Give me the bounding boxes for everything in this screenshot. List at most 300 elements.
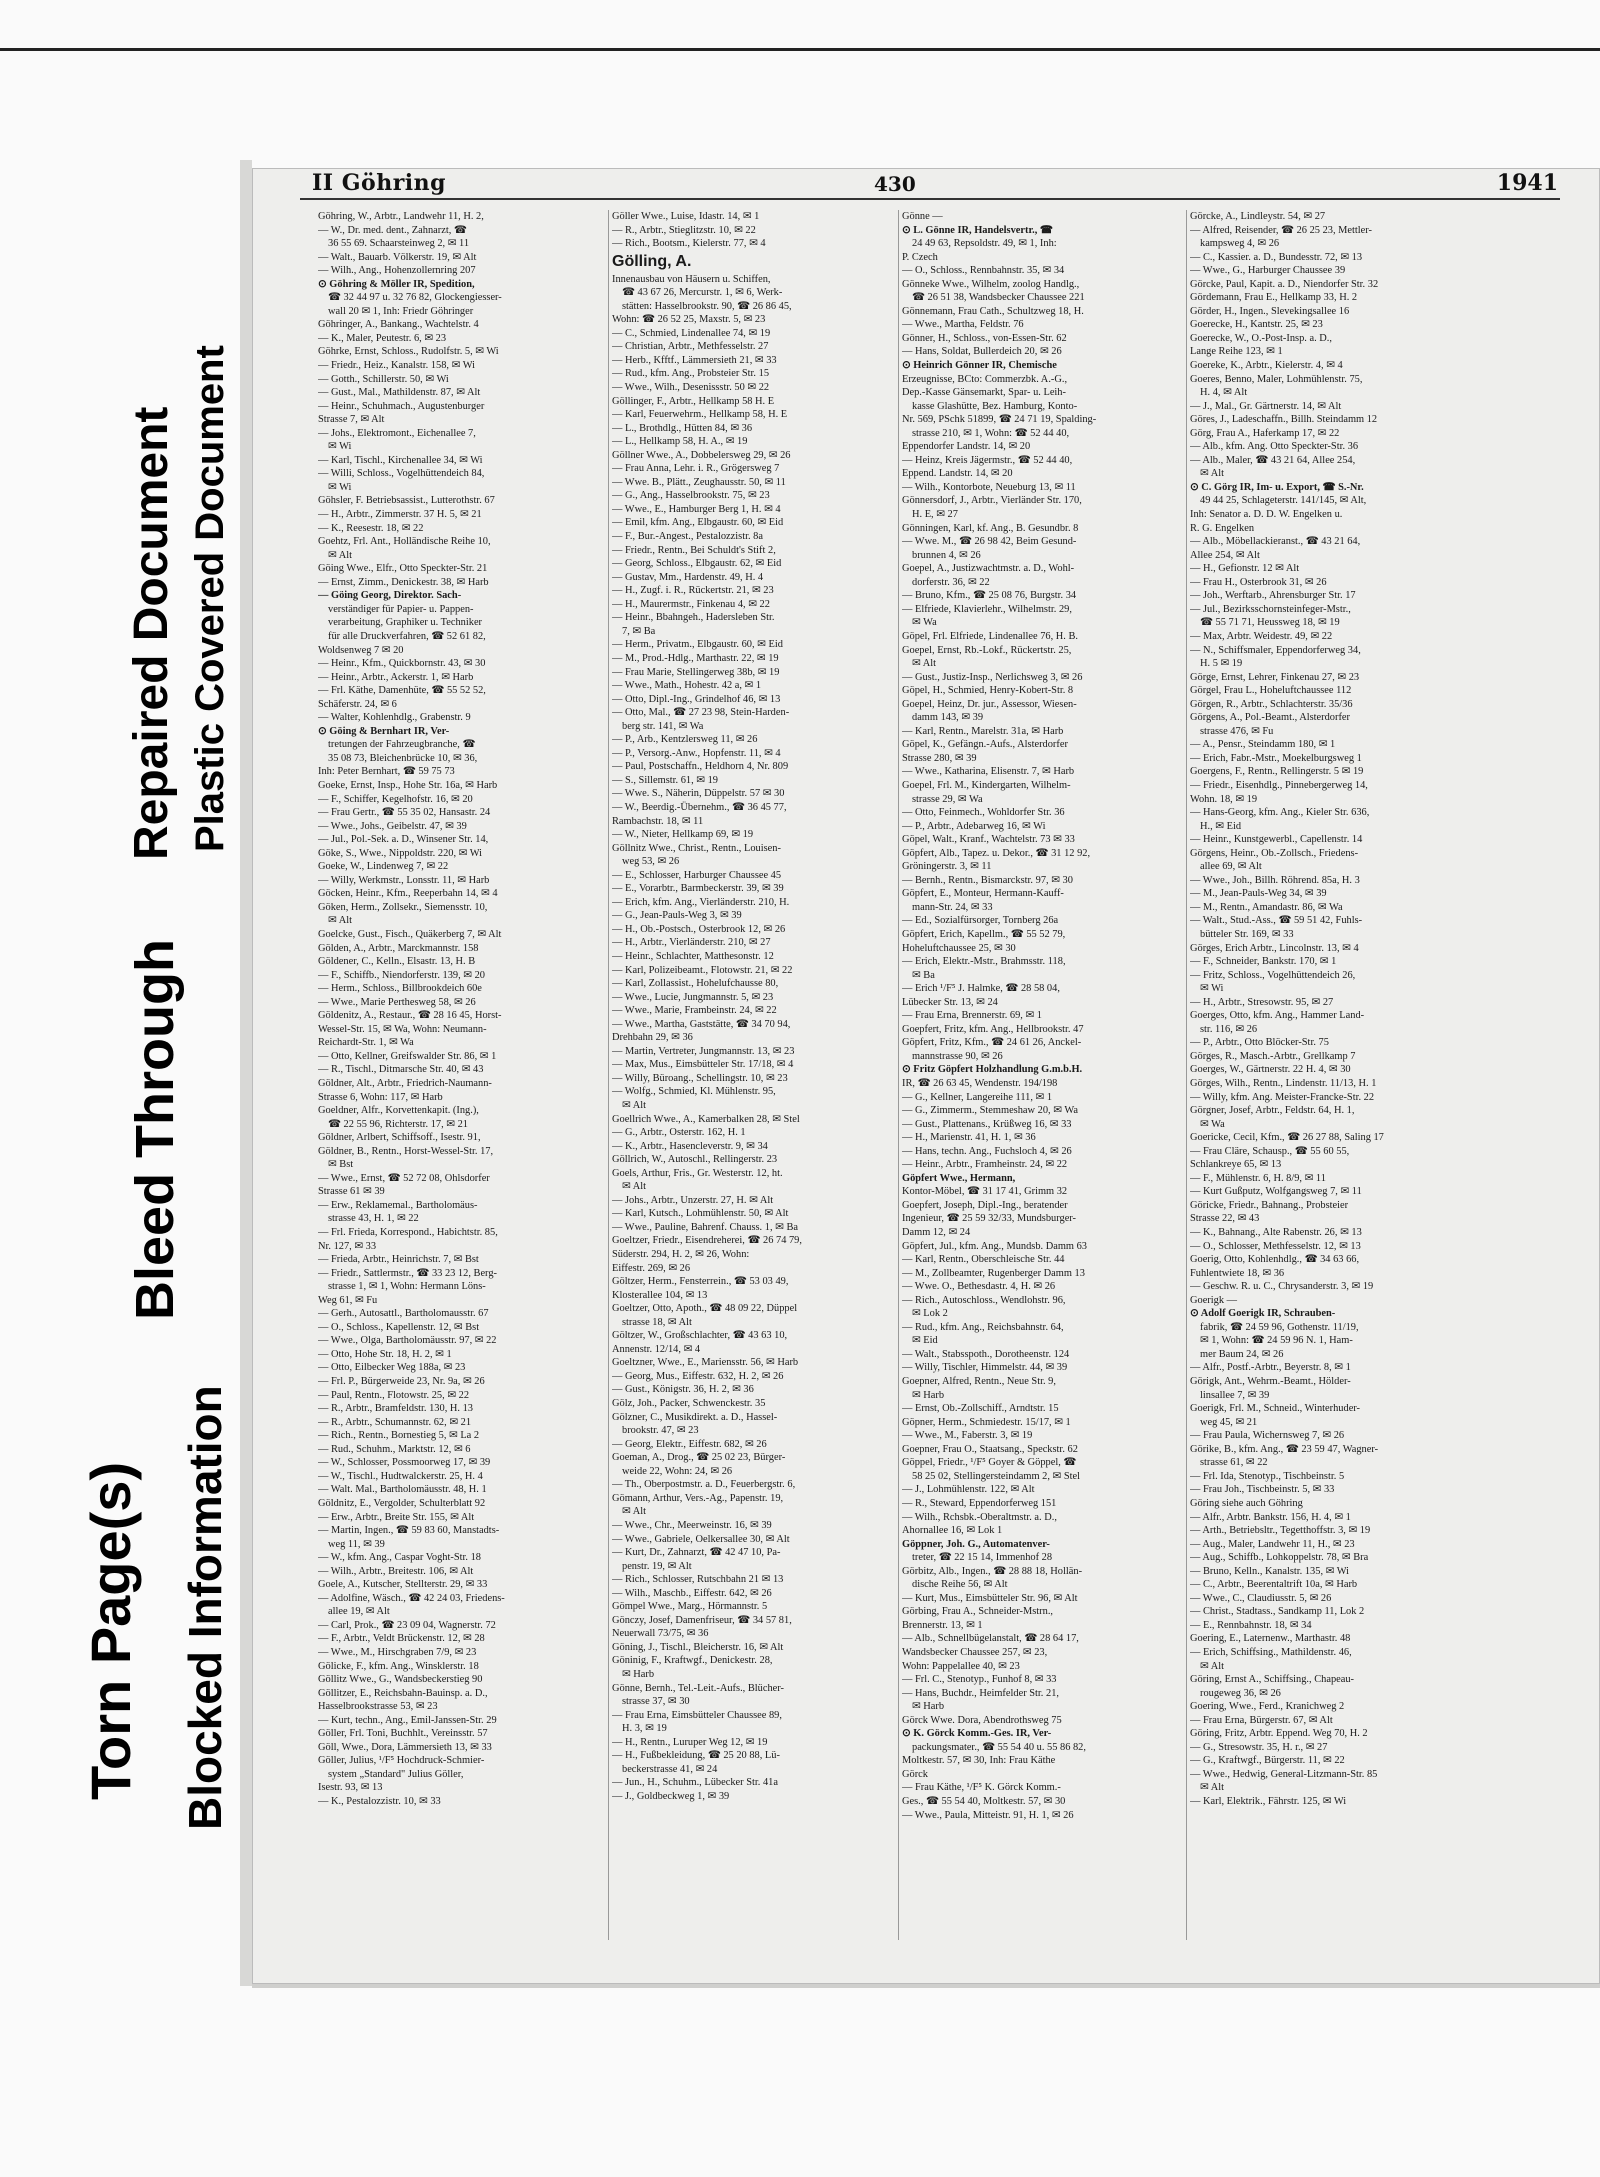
directory-entry-line: Göltzer, W., Großschlachter, ☎ 43 63 10,: [612, 1330, 788, 1342]
directory-entry-line: — Th., Oberpostmstr. a. D., Feuerbergstr. 6,: [612, 1479, 796, 1491]
directory-entry-line: — Bruno, Kelln., Kanalstr. 135, ✉ Wi: [1190, 1565, 1350, 1577]
directory-entry-line: Brennerstr. 13, ✉ 1: [902, 1619, 983, 1631]
directory-entry-line: Gönner, H., Schloss., von-Essen-Str. 62: [902, 332, 1067, 344]
directory-entry-line: — Frau H., Osterbrook 31, ✉ 26: [1190, 576, 1327, 588]
directory-entry-line: — Wwe., Hedwig, General-Litzmann-Str. 85: [1190, 1768, 1378, 1780]
directory-entry-line: Göpfert, Alb., Tapez. u. Dekor., ☎ 31 12 92,: [902, 847, 1091, 859]
directory-entry-line: Gölz, Joh., Packer, Schwenckestr. 35: [612, 1398, 766, 1410]
directory-entry-line: Göring, Ernst A., Schiffsing., Chapeau-: [1190, 1674, 1355, 1686]
directory-entry-line: ✉ Wa: [912, 617, 937, 629]
directory-entry-line: system „Standard" Julius Göller,: [328, 1768, 464, 1780]
directory-entry-line: Goepner, Frau O., Staatsang., Speckstr. 62: [902, 1443, 1078, 1455]
directory-entry-line: Göhringer, A., Bankang., Wachtelstr. 4: [318, 319, 479, 331]
header-rule: [300, 198, 1560, 200]
directory-entry-line: — Gust., Justiz-Insp., Nerlichsweg 3, ✉ 26: [902, 671, 1083, 683]
directory-entry-line: Goerigk —: [1190, 1294, 1238, 1306]
directory-entry-line: — J., Lohmühlenstr. 122, ✉ Alt: [902, 1484, 1035, 1496]
directory-entry-line: — R., Tischl., Ditmarsche Str. 40, ✉ 43: [318, 1064, 484, 1076]
directory-entry-line: Görge, Ernst, Lehrer, Finkenau 27, ✉ 23: [1190, 671, 1360, 683]
directory-entry-line: mannstrasse 90, ✉ 26: [912, 1050, 1003, 1062]
directory-entry-line: — Carl, Prok., ☎ 23 09 04, Wagnerstr. 72: [318, 1619, 496, 1631]
directory-entry-line: ✉ Alt: [912, 658, 937, 670]
directory-entry-line: — Martin, Ingen., ☎ 59 83 60, Manstadts-: [318, 1525, 500, 1537]
directory-entry-line: — Wwe., Math., Hohestr. 42 a, ✉ 1: [612, 680, 762, 692]
directory-entry-line: — W., Schlosser, Possmoorweg 17, ✉ 39: [318, 1457, 491, 1469]
directory-entry-line: Goellrich Wwe., A., Kamerbalken 28, ✉ Stel: [612, 1113, 800, 1125]
directory-entry-line: — P., Arbtr., Otto Blöcker-Str. 75: [1190, 1037, 1329, 1049]
directory-entry-line: Göpfert, Jul., kfm. Ang., Mundsb. Damm 63: [902, 1240, 1088, 1252]
directory-entry-line: Görbitz, Alb., Ingen., ☎ 28 88 18, Hollän-: [902, 1565, 1083, 1577]
directory-entry-line: — Frl. P., Bürgerweide 23, Nr. 9a, ✉ 26: [318, 1376, 485, 1388]
directory-entry-line: — O., Schloss., Rennbahnstr. 35, ✉ 34: [902, 265, 1065, 277]
directory-entry-line: — Aug., Schiffb., Lohkoppelstr. 78, ✉ Bra: [1190, 1552, 1369, 1564]
directory-entry-line: Goerges, W., Gärtnerstr. 22 H. 4, ✉ 30: [1190, 1064, 1351, 1076]
directory-entry-line: — G., Jean-Pauls-Weg 3, ✉ 39: [612, 910, 742, 922]
directory-entry-line: — Alb., Schnellbügelanstalt, ☎ 28 64 17,: [902, 1633, 1079, 1645]
directory-entry-line: — J., Goldbeckweg 1, ✉ 39: [612, 1790, 730, 1802]
directory-entry-line: — Wwe., Olga, Bartholomäusstr. 97, ✉ 22: [318, 1335, 497, 1347]
directory-entry-line: Görgner, Josef, Arbtr., Feldstr. 64, H. 1,: [1190, 1105, 1355, 1117]
directory-entry-line: Görges, Wilh., Rentn., Lindenstr. 11/13, H. 1: [1190, 1078, 1377, 1089]
directory-entry-line: Eppendorfer Landstr. 14, ✉ 20: [902, 441, 1031, 453]
directory-entry-line: — Hans-Georg, kfm. Ang., Kieler Str. 636,: [1190, 807, 1370, 819]
directory-entry-line: Gönnersdorf, J., Arbtr., Vierländer Str. 170,: [902, 495, 1082, 507]
directory-entry-line: — F., Schiffb., Niendorferstr. 139, ✉ 20: [318, 969, 485, 981]
directory-entry-line: — F., Schiffer, Kegelhofstr. 16, ✉ 20: [318, 793, 473, 805]
directory-entry-line: 35 08 73, Bleichenbrücke 10, ✉ 36,: [328, 752, 478, 764]
directory-entry-line: — Wwe., Marie, Frambeinstr. 24, ✉ 22: [612, 1005, 777, 1017]
directory-entry-line: ✉ Ba: [912, 969, 935, 981]
directory-entry-line: Göing Wwe., Elfr., Otto Speckter-Str. 21: [318, 563, 488, 575]
directory-entry-line: Göldenitz, A., Restaur., ☎ 28 16 45, Horst-: [318, 1010, 502, 1022]
directory-entry-line: — Wwe., Katharina, Elisenstr. 7, ✉ Harb: [902, 766, 1075, 778]
directory-entry-line: — Joh., Werftarb., Ahrensburger Str. 17: [1190, 590, 1356, 602]
directory-entry-line: — Wwe., M., Faberstr. 3, ✉ 19: [902, 1430, 1033, 1442]
directory-entry-line: — H., Arbtr., Stresowstr. 95, ✉ 27: [1190, 996, 1334, 1008]
directory-entry-line: strasse 29, ✉ Wa: [912, 793, 983, 805]
directory-entry-line: — Heinr., Schuhmach., Augustenburger: [318, 400, 485, 412]
directory-entry-line: — G., Stresowstr. 35, H. r., ✉ 27: [1190, 1741, 1328, 1753]
directory-entry-line: strasse 43, H. 1, ✉ 22: [328, 1213, 419, 1225]
directory-entry-line: Görcke, Paul, Kapit. a. D., Niendorfer Str. 32: [1190, 278, 1379, 290]
directory-entry-line: — F., Arbtr., Veldt Brückenstr. 12, ✉ 28: [318, 1633, 485, 1645]
directory-entry-line: Göninig, F., Kraftwgf., Denickestr. 28,: [612, 1655, 773, 1667]
directory-entry-line: Goerig, Otto, Kohlenhdlg., ☎ 34 63 66,: [1190, 1254, 1360, 1266]
directory-entry-line: — Wwe., Lucie, Jungmannstr. 5, ✉ 23: [612, 991, 774, 1003]
directory-entry-line: Goeldner, Alfr., Korvettenkapit. (Ing.),: [318, 1105, 479, 1117]
directory-entry-line: ⊙ Göing & Bernhart IR, Ver-: [318, 725, 450, 737]
directory-entry-line: — M., Zollbeamter, Rugenberger Damm 13: [902, 1267, 1085, 1279]
directory-entry-line: Göller, Frl. Toni, Buchhlt., Vereinsstr. 57: [318, 1728, 488, 1740]
directory-entry-line: — Wwe., C., Claudiusstr. 5, ✉ 26: [1190, 1592, 1332, 1604]
directory-entry-line: damm 143, ✉ 39: [912, 712, 984, 724]
plastic-covered-document-label: Plastic Covered Document: [188, 345, 232, 852]
directory-column-2: [612, 210, 896, 1942]
directory-entry-line: Görgen, R., Arbtr., Schlachterstr. 35/36: [1190, 698, 1353, 710]
directory-entry-line: Inh: Peter Bernhart, ☎ 59 75 73: [318, 766, 455, 778]
directory-entry-line: — Rich., Schlosser, Rutschbahn 21 ✉ 13: [612, 1574, 784, 1586]
directory-entry-line: ✉ Alt: [622, 1181, 647, 1193]
directory-entry-line: — Friedr., Rentn., Bei Schuldt's Stift 2,: [612, 544, 776, 556]
directory-entry-line: — Alb., kfm. Ang. Otto Speckter-Str. 36: [1190, 441, 1359, 453]
directory-entry-line: — Erich ¹/F⁵ J. Halmke, ☎ 28 58 04,: [902, 983, 1060, 995]
directory-entry-line: Neuerwall 73/75, ✉ 36: [612, 1628, 709, 1640]
directory-entry-line: — Kurt, Dr., Zahnarzt, ☎ 42 47 10, Pa-: [612, 1547, 781, 1559]
directory-entry-line: — J., Mal., Gr. Gärtnerstr. 14, ✉ Alt: [1190, 400, 1342, 412]
directory-entry-line: Goepel, Frl. M., Kindergarten, Wilhelm-: [902, 779, 1071, 791]
directory-entry-line: Görgens, A., Pol.-Beamt., Alsterdorfer: [1190, 712, 1350, 724]
directory-entry-line: linsallee 7, ✉ 39: [1200, 1389, 1270, 1401]
directory-entry-line: — F., Schneider, Bankstr. 170, ✉ 1: [1190, 956, 1337, 968]
directory-entry-line: — Willy, Tischler, Himmelstr. 44, ✉ 39: [902, 1362, 1068, 1374]
directory-entry-line: Görgel, Frau L., Hoheluftchaussee 112: [1190, 685, 1352, 697]
directory-entry-line: Goeltzer, Friedr., Eisendreherei, ☎ 26 74 79,: [612, 1235, 802, 1247]
directory-entry-line: — Paul, Postschaffn., Heldhorn 4, Nr. 809: [612, 761, 789, 773]
directory-entry-line: — Hans, Soldat, Bullerdeich 20, ✉ 26: [902, 346, 1062, 358]
directory-entry-line: Görg, Frau A., Haferkamp 17, ✉ 22: [1190, 427, 1340, 439]
directory-entry-line: Göcken, Heinr., Kfm., Reeperbahn 14, ✉ 4: [318, 888, 498, 900]
directory-entry-line: Rambachstr. 18, ✉ 11: [612, 815, 704, 827]
directory-entry-line: Goerecke, H., Kantstr. 25, ✉ 23: [1190, 319, 1323, 331]
directory-entry-line: — Wwe., Joh., Billh. Röhrend. 85a, H. 3: [1190, 874, 1360, 886]
directory-entry-line: — Wwe., Johs., Geibelstr. 47, ✉ 39: [318, 820, 467, 832]
directory-entry-line: — Otto, Eilbecker Weg 188a, ✉ 23: [318, 1362, 466, 1374]
directory-entry-line: fabrik, ☎ 24 59 96, Gothenstr. 11/19,: [1200, 1321, 1359, 1333]
directory-entry-line: H. 5 ✉ 19: [1200, 658, 1243, 670]
directory-entry-line: — C., Schmied, Lindenallee 74, ✉ 19: [612, 327, 771, 339]
directory-entry-line: mer Baum 24, ✉ 26: [1200, 1348, 1284, 1360]
directory-entry-line: — Karl, Elektrik., Fährstr. 125, ✉ Wi: [1190, 1795, 1347, 1807]
blocked-information-label: Blocked Information: [179, 1385, 231, 1830]
directory-entry-line: — Frl. C., Stenotyp., Funhof 8, ✉ 33: [902, 1674, 1057, 1686]
directory-entry-line: — Frau Käthe, ¹/F⁵ K. Görck Komm.-: [902, 1782, 1061, 1794]
directory-entry-line: weg 11, ✉ 39: [328, 1538, 385, 1550]
directory-entry-line: — Kurt, Mus., Eimsbütteler Str. 96, ✉ Alt: [902, 1592, 1078, 1604]
directory-entry-line: ☎ 26 51 38, Wandsbecker Chaussee 221: [912, 292, 1085, 304]
directory-entry-line: — Alfr., Postf.-Arbtr., Beyerstr. 8, ✉ 1: [1190, 1362, 1351, 1374]
directory-entry-line: — Erich, Schiffsing., Mathildenstr. 46,: [1190, 1646, 1352, 1658]
directory-entry-line: Strasse 61 ✉ 39: [318, 1186, 385, 1198]
bleed-through-label: Bleed Through: [125, 939, 185, 1320]
directory-entry-line: brookstr. 47, ✉ 23: [622, 1425, 699, 1437]
directory-entry-line: — P., Versorg.-Anw., Hopfenstr. 11, ✉ 4: [612, 747, 781, 759]
directory-entry-line: 24 49 63, Repsoldstr. 49, ✉ 1, Inh:: [912, 238, 1057, 250]
directory-entry-line: strasse 476, ✉ Fu: [1200, 725, 1274, 737]
directory-entry-line: ⊙ C. Görg IR, Im- u. Export, ☎ S.-Nr.: [1190, 481, 1364, 493]
directory-entry-line: — Otto, Hohe Str. 18, H. 2, ✉ 1: [318, 1348, 452, 1360]
directory-column-4: [1190, 210, 1474, 1942]
directory-entry-line: — Wolfg., Schmied, Kl. Mühlenstr. 95,: [612, 1086, 776, 1098]
directory-entry-line: — K., Bahnang., Alte Rabenstr. 26, ✉ 13: [1190, 1227, 1362, 1239]
directory-entry-line: — Erw., Arbtr., Breite Str. 155, ✉ Alt: [318, 1511, 475, 1523]
directory-entry-line: Göll, Wwe., Dora, Lämmersieth 13, ✉ 33: [318, 1741, 492, 1753]
directory-entry-line: Goeltzer, Otto, Apoth., ☎ 48 09 22, Düppel: [612, 1303, 798, 1315]
directory-entry-line: — H., Marienstr. 41, H. 1, ✉ 36: [902, 1132, 1036, 1144]
directory-entry-line: — Bernh., Rentn., Bismarckstr. 97, ✉ 30: [902, 874, 1073, 886]
directory-entry-line: Goeman, A., Drog., ☎ 25 02 23, Bürger-: [612, 1452, 786, 1464]
directory-entry-line: — F., Bur.-Angest., Pestalozzistr. 8a: [612, 531, 763, 543]
directory-entry-line: Klosterallee 104, ✉ 13: [612, 1289, 708, 1301]
directory-entry-line: Wohn: ☎ 26 52 25, Maxstr. 5, ✉ 23: [612, 314, 766, 326]
directory-entry-line: — Herm., Privatm., Elbgaustr. 60, ✉ Eid: [612, 639, 783, 651]
directory-entry-line: Göpfert, E., Monteur, Hermann-Kauff-: [902, 888, 1064, 900]
directory-entry-line: — M., Rentn., Amandastr. 86, ✉ Wa: [1190, 901, 1343, 913]
directory-entry-line: — Otto, Mal., ☎ 27 23 98, Stein-Harden-: [612, 707, 790, 719]
directory-entry-line: ✉ Alt: [1200, 1660, 1225, 1672]
directory-entry-line: Göhring, W., Arbtr., Landwehr 11, H. 2,: [318, 211, 484, 222]
directory-entry-line: Strasse 22, ✉ 43: [1190, 1213, 1260, 1225]
directory-entry-line: — Jun., H., Schuhm., Lübecker Str. 41a: [612, 1777, 778, 1789]
directory-entry-line: Erzeugnisse, BCto: Commerzbk. A.-G.,: [902, 373, 1068, 385]
directory-entry-line: Göller, Julius, ¹/F⁵ Hochdruck-Schmier-: [318, 1755, 485, 1767]
directory-entry-line: Wessel-Str. 15, ✉ Wa, Wohn: Neumann-: [318, 1023, 487, 1035]
directory-entry-line: — Rich., Bootsm., Kielerstr. 77, ✉ 4: [612, 238, 766, 250]
directory-entry-line: — Alb., Maler, ☎ 43 21 64, Allee 254,: [1190, 454, 1356, 466]
directory-entry-line: — Wwe., Marie Perthesweg 58, ✉ 26: [318, 996, 476, 1008]
directory-entry-line: — C., Arbtr., Beerentaltrift 10a, ✉ Harb: [1190, 1579, 1358, 1591]
directory-entry-line: — F., Mühlenstr. 6, H. 8/9, ✉ 11: [1190, 1172, 1326, 1184]
directory-entry-line: — Rud., kfm. Ang., Reichsbahnstr. 64,: [902, 1321, 1064, 1333]
directory-entry-line: verarbeitung, Graphiker u. Techniker: [328, 617, 483, 629]
directory-entry-line: — Martin, Vertreter, Jungmannstr. 13, ✉ 23: [612, 1045, 795, 1057]
directory-entry-line: — Wilh., Kontorbote, Neueburg 13, ✉ 11: [902, 481, 1076, 493]
directory-entry-line: Goerigk, Frl. M., Schneid., Winterhuder-: [1190, 1403, 1361, 1415]
directory-entry-line: — Otto, Feinmech., Wohldorfer Str. 36: [902, 807, 1065, 819]
directory-entry-line: — Erich, Fabr.-Mstr., Moekelburgsweg 1: [1190, 752, 1362, 764]
directory-entry-line: ☎ 55 71 71, Heussweg 18, ✉ 19: [1200, 617, 1340, 629]
directory-entry-line: — Karl, Polizeibeamt., Flotowstr. 21, ✉ 22: [612, 964, 793, 976]
directory-entry-line: Lübecker Str. 13, ✉ 24: [902, 996, 998, 1008]
directory-entry-line: Göllitzer, E., Reichsbahn-Bauinsp. a. D.,: [318, 1687, 488, 1699]
directory-entry-line: ⊙ Adolf Goerigk IR, Schrauben-: [1190, 1308, 1336, 1320]
column-divider: [608, 210, 609, 1940]
directory-entry-line: ☎ 32 44 97 u. 32 76 82, Glockengiesser-: [328, 292, 502, 304]
directory-entry-line: — C., Kassier. a. D., Bundesstr. 72, ✉ 13: [1190, 251, 1363, 263]
directory-entry-line: Göricke, Friedr., Bahnang., Probsteier: [1190, 1199, 1349, 1211]
directory-entry-line: — Adolfine, Wäsch., ☎ 42 24 03, Friedens-: [318, 1592, 505, 1604]
directory-entry-line: Göpfert, Erich, Kapellm., ☎ 55 52 79,: [902, 928, 1066, 940]
directory-entry-line: ✉ 1, Wohn: ☎ 24 59 96 N. 1, Ham-: [1200, 1335, 1353, 1347]
directory-entry-line: — Göing Georg, Direktor. Sach-: [318, 590, 462, 602]
directory-entry-line: Göpel, H., Schmied, Henry-Kobert-Str. 8: [902, 685, 1074, 697]
directory-entry-line: — Frau Anna, Lehr. i. R., Grögersweg 7: [612, 463, 780, 475]
directory-entry-line: — Johs., Elektromont., Eichenallee 7,: [318, 427, 476, 439]
directory-entry-line: Goering, E., Laternenw., Marthastr. 48: [1190, 1633, 1351, 1645]
directory-entry-line: ✉ Eid: [912, 1335, 938, 1347]
directory-entry-line: — G., Ang., Hasselbrookstr. 75, ✉ 23: [612, 490, 770, 502]
directory-entry-line: — Willy, Büroang., Schellingstr. 10, ✉ 23: [612, 1072, 788, 1084]
directory-entry-line: — Ed., Sozialfürsorger, Tornberg 26a: [902, 915, 1059, 927]
directory-entry-line: — H., Arbtr., Vierländerstr. 210, ✉ 27: [612, 937, 771, 949]
directory-entry-line: Gördemann, Frau E., Hellkamp 33, H. 2: [1190, 292, 1358, 304]
directory-entry-line: ✉ Wa: [1200, 1118, 1225, 1130]
directory-entry-line: — Georg, Elektr., Eiffestr. 682, ✉ 26: [612, 1438, 767, 1450]
directory-entry-line: — Wilh., Arbtr., Breitestr. 106, ✉ Alt: [318, 1565, 474, 1577]
directory-entry-line: — O., Schlosser, Methfesselstr. 12, ✉ 13: [1190, 1240, 1361, 1252]
directory-entry-line: — Wwe., E., Hamburger Berg 1, H. ✉ 4: [612, 503, 781, 515]
directory-entry-line: — W., Nieter, Hellkamp 69, ✉ 19: [612, 829, 754, 841]
directory-entry-line: — Frau Joh., Tischbeinstr. 5, ✉ 33: [1190, 1484, 1335, 1496]
directory-entry-line: Göres, J., Ladeschaffn., Billh. Steindamm 12: [1190, 414, 1378, 426]
directory-entry-line: tretungen der Fahrzeugbranche, ☎: [328, 739, 476, 751]
directory-entry-line: Göller Wwe., Luise, Idastr. 14, ✉ 1: [612, 211, 760, 222]
directory-entry-line: berg str. 141, ✉ Wa: [622, 720, 704, 732]
directory-entry-line: Göring, Fritz, Arbtr. Eppend. Weg 70, H. 2: [1190, 1728, 1368, 1740]
directory-entry-line: Göken, Herm., Zollsekr., Siemensstr. 10,: [318, 901, 488, 913]
directory-entry-line: ⊙ Göhring & Möller IR, Spedition,: [318, 278, 475, 290]
directory-entry-line: — Frl. Ida, Stenotyp., Tischbeinstr. 5: [1190, 1470, 1345, 1482]
directory-entry-line: — Frau Erna, Brennerstr. 69, ✉ 1: [902, 1010, 1043, 1022]
directory-entry-line: — Wwe., Martha, Gaststätte, ☎ 34 70 94,: [612, 1018, 791, 1030]
directory-entry-line: ⊙ K. Görck Komm.-Ges. IR, Ver-: [902, 1728, 1052, 1740]
directory-entry-line: — Herm., Schloss., Billbrookdeich 60e: [318, 983, 482, 995]
directory-entry-line: Goepner, Alfred, Rentn., Neue Str. 9,: [902, 1376, 1056, 1388]
directory-entry-line: — Jul., Bezirksschornsteinfeger-Mstr.,: [1190, 603, 1351, 615]
page-number: 430: [874, 172, 916, 196]
directory-entry-line: Gömpel Wwe., Marg., Hörmannstr. 5: [612, 1601, 768, 1613]
directory-entry-line: — Walt., Stud.-Ass., ☎ 59 51 42, Fuhls-: [1190, 915, 1363, 927]
directory-entry-line: beckerstrasse 41, ✉ 24: [622, 1763, 718, 1775]
directory-entry-line: Hasselbrookstrasse 53, ✉ 23: [318, 1701, 438, 1713]
repaired-document-label: Repaired Document: [125, 406, 178, 860]
directory-entry-line: ✉ Alt: [1200, 1782, 1225, 1794]
directory-entry-line: — R., Arbtr., Schumannstr. 62, ✉ 21: [318, 1416, 472, 1428]
directory-entry-line: — R., Arbtr., Stieglitzstr. 10, ✉ 22: [612, 224, 756, 236]
directory-entry-line: dorferstr. 36, ✉ 22: [912, 576, 990, 588]
directory-entry-line: Gölden, A., Arbtr., Marckmannstr. 158: [318, 942, 479, 954]
directory-entry-line: Göldnitz, E., Vergolder, Schulterblatt 92: [318, 1497, 486, 1509]
directory-entry-line: Gölling, A.: [612, 252, 692, 270]
directory-entry-line: — M., Jean-Pauls-Weg 34, ✉ 39: [1190, 888, 1327, 900]
directory-entry-line: — Karl, Rentn., Marelstr. 31a, ✉ Harb: [902, 725, 1064, 737]
directory-entry-line: Göpfert, Fritz, Kfm., ☎ 24 61 26, Anckel-: [902, 1037, 1082, 1049]
directory-entry-line: Woldsenweg 7 ✉ 20: [318, 644, 404, 656]
directory-entry-line: Göldener, C., Kelln., Elsastr. 13, H. B: [318, 956, 476, 968]
directory-entry-line: ✉ Alt: [622, 1100, 647, 1111]
directory-entry-line: — P., Arbtr., Adebarweg 16, ✉ Wi: [902, 820, 1046, 832]
directory-entry-line: stätten: Hasselbrookstr. 90, ☎ 26 86 45,: [622, 300, 792, 312]
directory-entry-line: kampsweg 4, ✉ 26: [1200, 238, 1280, 250]
column-divider: [1186, 210, 1187, 1940]
directory-entry-line: — Frau Paula, Wichernsweg 7, ✉ 26: [1190, 1430, 1345, 1442]
directory-entry-line: H. 4, ✉ Alt: [1200, 387, 1248, 399]
directory-entry-line: Eiffestr. 269, ✉ 26: [612, 1262, 691, 1274]
directory-entry-line: — Rich., Autoschloss., Wendlohstr. 96,: [902, 1294, 1066, 1306]
directory-entry-line: Görigk, Ant., Wehrm.-Beamt., Hölder-: [1190, 1376, 1351, 1388]
directory-entry-line: Ahornallee 16, ✉ Lok 1: [902, 1525, 1003, 1537]
directory-entry-line: Görder, H., Ingen., Slevekingsallee 16: [1190, 305, 1350, 317]
directory-entry-line: — Frau Cläre, Schausp., ☎ 55 60 55,: [1190, 1145, 1350, 1157]
directory-entry-line: Görges, R., Masch.-Arbtr., Grellkamp 7: [1190, 1050, 1356, 1062]
directory-entry-line: Moltkestr. 57, ✉ 30, Inh: Frau Käthe: [902, 1755, 1056, 1767]
directory-entry-line: — E., Schlosser, Harburger Chaussee 45: [612, 869, 782, 881]
directory-entry-line: — P., Arb., Kentzlersweg 11, ✉ 26: [612, 734, 758, 746]
directory-entry-line: — Frau Marie, Stellingerweg 38b, ✉ 19: [612, 666, 780, 678]
directory-entry-line: Göllinger, F., Arbtr., Hellkamp 58 H. E: [612, 395, 775, 407]
directory-entry-line: Gönningen, Karl, kf. Ang., B. Gesundbr. 8: [902, 522, 1079, 534]
directory-entry-line: allee 69, ✉ Alt: [1200, 861, 1262, 873]
directory-entry-line: — K., Reesestr. 18, ✉ 22: [318, 522, 424, 534]
directory-entry-line: weg 53, ✉ 26: [622, 856, 680, 868]
directory-entry-line: Goehtz, Frl. Ant., Holländische Reihe 10,: [318, 536, 491, 548]
directory-entry-line: Nr. 127, ✉ 33: [318, 1240, 377, 1252]
directory-entry-line: Gönneke Wwe., Wilhelm, zoolog Handlg.,: [902, 278, 1080, 290]
directory-entry-line: Schäferstr. 24, ✉ 6: [318, 698, 397, 710]
directory-entry-line: str. 116, ✉ 26: [1200, 1023, 1258, 1035]
directory-entry-line: — Walt., Stabsspoth., Dorotheenstr. 124: [902, 1348, 1070, 1360]
directory-entry-line: weide 22, Wohn: 24, ✉ 26: [622, 1465, 733, 1477]
directory-entry-line: — Rud., Schuhm., Marktstr. 12, ✉ 6: [318, 1443, 471, 1455]
torn-pages-label: Torn Page(s): [79, 1461, 142, 1800]
directory-entry-line: ☎ 22 55 96, Richterstr. 17, ✉ 21: [328, 1118, 468, 1130]
directory-entry-line: allee 19, ✉ Alt: [328, 1606, 390, 1618]
directory-entry-line: — Arth., Betriebsltr., Tegetthoffstr. 3, ✉ 19: [1190, 1525, 1371, 1537]
directory-entry-line: — Frau Erna, Eimsbütteler Chaussee 89,: [612, 1709, 782, 1721]
directory-entry-line: Görges, Erich Arbtr., Lincolnstr. 13, ✉ 4: [1190, 942, 1359, 954]
directory-entry-line: Goepel, A., Justizwachtmstr. a. D., Wohl-: [902, 563, 1075, 575]
directory-entry-line: dische Reihe 56, ✉ Alt: [912, 1579, 1008, 1591]
directory-entry-line: penstr. 19, ✉ Alt: [622, 1560, 692, 1572]
directory-entry-line: Dep.-Kasse Gänsemarkt, Spar- u. Leih-: [902, 387, 1066, 399]
directory-entry-line: Göllitz Wwe., G., Wandsbeckerstieg 90: [318, 1674, 483, 1686]
directory-entry-line: — Frieda, Arbtr., Heinrichstr. 7, ✉ Bst: [318, 1254, 479, 1266]
directory-entry-line: — Erich, kfm. Ang., Vierländerstr. 210, H.: [612, 896, 790, 908]
directory-entry-line: — Elfriede, Klavierlehr., Wilhelmstr. 29,: [902, 603, 1072, 615]
directory-entry-line: — Georg, Mus., Eiffestr. 632, H. 2, ✉ 26: [612, 1370, 784, 1382]
directory-entry-line: Görbing, Frau A., Schneider-Mstrn.,: [902, 1606, 1054, 1618]
directory-entry-line: Strasse 280, ✉ 39: [902, 752, 977, 764]
directory-entry-line: — K., Maler, Peutestr. 6, ✉ 23: [318, 332, 447, 344]
directory-entry-line: Eppend. Landstr. 14, ✉ 20: [902, 468, 1013, 480]
directory-entry-line: — Karl, Kutsch., Lohmühlenstr. 50, ✉ Alt: [612, 1208, 789, 1220]
directory-entry-line: Gölicke, F., kfm. Ang., Winsklerstr. 18: [318, 1660, 479, 1672]
directory-entry-line: — Wwe. B., Plätt., Zeughausstr. 50, ✉ 11: [612, 476, 786, 488]
directory-entry-line: Goepfert, Fritz, kfm. Ang., Hellbrookstr. 47: [902, 1023, 1084, 1035]
header-year: 1941: [1496, 170, 1558, 196]
directory-entry-line: 36 55 69. Schaarsteinweg 2, ✉ 11: [328, 238, 470, 250]
directory-entry-line: strasse 1, ✉ 1, Wohn: Hermann Löns-: [328, 1281, 486, 1293]
directory-entry-line: Göldner, Arlbert, Schiffsoff., Isestr. 91,: [318, 1132, 481, 1144]
directory-entry-line: ✉ Alt: [1200, 468, 1225, 480]
directory-entry-line: Göppner, Joh. G., Automatenver-: [902, 1538, 1050, 1550]
top-border: [0, 48, 1600, 51]
directory-column-1: [318, 210, 602, 1942]
directory-entry-line: ⊙ Fritz Göpfert Holzhandlung G.m.b.H.: [902, 1064, 1083, 1076]
directory-entry-line: treter, ☎ 22 15 14, Immenhof 28: [912, 1552, 1053, 1564]
directory-entry-line: ✉ Bst: [328, 1159, 354, 1171]
directory-entry-line: ✉ Harb: [912, 1701, 945, 1713]
page-bottom-edge: [252, 1984, 1600, 1988]
directory-entry-line: Fuhlentwiete 18, ✉ 36: [1190, 1267, 1285, 1279]
directory-entry-line: Göllner Wwe., A., Dobbelersweg 29, ✉ 26: [612, 449, 791, 461]
directory-entry-line: — Alfr., Arbtr. Bankstr. 156, H. 4, ✉ 1: [1190, 1511, 1351, 1523]
directory-entry-line: — G., Kellner, Langereihe 111, ✉ 1: [902, 1091, 1053, 1103]
directory-entry-line: Göltzer, Herm., Fensterrein., ☎ 53 03 49,: [612, 1276, 789, 1288]
directory-entry-line: — Otto, Dipl.-Ing., Grindelhof 46, ✉ 13: [612, 693, 781, 705]
directory-entry-line: — Kurt, techn., Ang., Emil-Janssen-Str. 29: [318, 1714, 497, 1726]
directory-entry-line: — Walter, Kohlenhdlg., Grabenstr. 9: [318, 712, 471, 724]
directory-entry-line: Strasse 7, ✉ Alt: [318, 414, 385, 426]
directory-entry-line: Strasse 6, Wohn: 117, ✉ Harb: [318, 1091, 443, 1103]
directory-entry-line: Goele, A., Kutscher, Stellterstr. 29, ✉ 33: [318, 1579, 488, 1591]
directory-entry-line: — W., Tischl., Hudtwalckerstr. 25, H. 4: [318, 1470, 483, 1482]
directory-entry-line: — K., Arbtr., Hasencleverstr. 9, ✉ 34: [612, 1140, 768, 1152]
directory-entry-line: Goelcke, Gust., Fisch., Quäkerberg 7, ✉ Alt: [318, 928, 502, 940]
directory-entry-line: Görcke, A., Lindleystr. 54, ✉ 27: [1190, 211, 1326, 222]
directory-entry-line: — Wwe. M., ☎ 26 98 42, Beim Gesund-: [902, 536, 1077, 548]
directory-entry-line: — Wwe., G., Harburger Chaussee 39: [1190, 265, 1346, 277]
directory-entry-line: IR, ☎ 26 63 45, Wendenstr. 194/198: [902, 1078, 1058, 1089]
